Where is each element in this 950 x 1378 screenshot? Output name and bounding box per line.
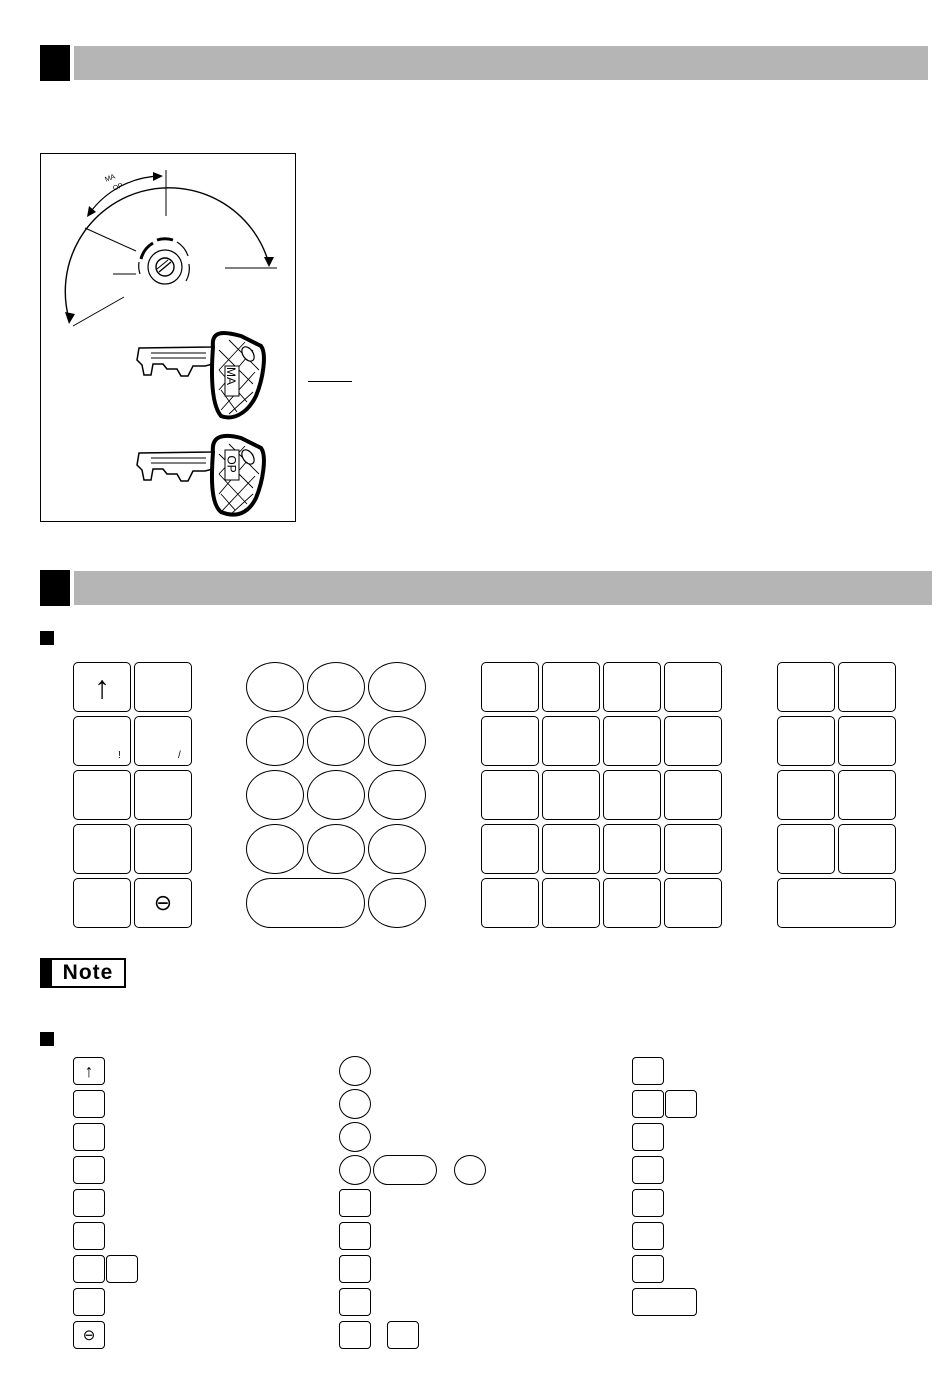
key-l3-c2[interactable]: [134, 770, 192, 820]
function-key[interactable]: [777, 770, 835, 820]
legend-key: [73, 1288, 105, 1316]
numeric-key[interactable]: [307, 770, 365, 820]
minus-icon: ⊖: [153, 890, 173, 915]
numeric-key[interactable]: [368, 824, 426, 874]
minus-key[interactable]: [134, 878, 192, 928]
legend-key: [73, 1156, 105, 1184]
department-key[interactable]: [542, 878, 600, 928]
department-key[interactable]: [481, 878, 539, 928]
numeric-key[interactable]: [368, 716, 426, 766]
legend-minus-key: [73, 1321, 105, 1349]
key-ma-label: MA: [224, 367, 238, 385]
legend-key: [106, 1255, 138, 1283]
legend-round-key: [339, 1089, 371, 1119]
key-sublabel-1: !: [118, 750, 121, 761]
numeric-key[interactable]: [246, 770, 304, 820]
legend-round-key: [339, 1155, 371, 1185]
numeric-key[interactable]: [307, 662, 365, 712]
key-l1-c2[interactable]: [134, 662, 192, 712]
function-key[interactable]: [838, 770, 896, 820]
legend-round-key: [339, 1056, 371, 1086]
mode-switch-diagram: [40, 153, 296, 522]
legend-key: [632, 1156, 664, 1184]
department-key[interactable]: [664, 824, 722, 874]
key-l2-c1[interactable]: [73, 716, 131, 766]
department-key[interactable]: [664, 770, 722, 820]
department-key[interactable]: [542, 716, 600, 766]
key-l3-c1[interactable]: [73, 770, 131, 820]
key-l4-c1[interactable]: [73, 824, 131, 874]
section-1-header-bar: [74, 46, 928, 80]
department-key[interactable]: [603, 770, 661, 820]
legend-key: [339, 1189, 371, 1217]
double-zero-key[interactable]: [246, 878, 365, 928]
legend-key: [73, 1222, 105, 1250]
legend-receipt-feed-key: [73, 1057, 105, 1085]
key-l2-c2[interactable]: [134, 716, 192, 766]
numeric-key[interactable]: [368, 662, 426, 712]
department-key[interactable]: [542, 824, 600, 874]
numeric-key[interactable]: [246, 824, 304, 874]
numeric-key[interactable]: [368, 770, 426, 820]
legend-key: [73, 1090, 105, 1118]
legend-double-zero-key: [373, 1155, 437, 1185]
department-key[interactable]: [481, 770, 539, 820]
department-key[interactable]: [542, 770, 600, 820]
legend-key: [387, 1321, 419, 1349]
note-badge: [40, 958, 126, 988]
legend-key: [632, 1222, 664, 1250]
legend-key: [339, 1321, 371, 1349]
department-key[interactable]: [603, 662, 661, 712]
department-key[interactable]: [481, 716, 539, 766]
department-key[interactable]: [664, 662, 722, 712]
legend-round-key: [339, 1122, 371, 1152]
op-key-icon: [137, 436, 264, 515]
legend-key: [665, 1090, 697, 1118]
numeric-key[interactable]: [307, 824, 365, 874]
arc-label-ma: MA: [104, 173, 117, 184]
up-arrow-icon: ↑: [94, 668, 110, 705]
department-key[interactable]: [603, 878, 661, 928]
department-key[interactable]: [603, 716, 661, 766]
key-op-label: OP: [224, 455, 239, 473]
legend-key: [632, 1189, 664, 1217]
receipt-feed-key[interactable]: [73, 662, 131, 712]
legend-key: [632, 1123, 664, 1151]
key-l4-c2[interactable]: [134, 824, 192, 874]
key-callout-line: [308, 381, 352, 382]
function-key[interactable]: [838, 824, 896, 874]
decimal-key[interactable]: [368, 878, 426, 928]
legend-key: [73, 1255, 105, 1283]
numeric-key[interactable]: [246, 716, 304, 766]
section-2-marker: [40, 570, 70, 606]
function-key[interactable]: [777, 662, 835, 712]
department-key[interactable]: [481, 824, 539, 874]
function-key[interactable]: [777, 716, 835, 766]
department-key[interactable]: [664, 716, 722, 766]
numeric-key[interactable]: [307, 716, 365, 766]
up-arrow-icon: ↑: [84, 1060, 94, 1081]
section-1-marker: [40, 45, 70, 81]
arc-label-op: OP: [112, 182, 125, 193]
note-label: Note: [50, 958, 126, 988]
legend-decimal-key: [454, 1155, 486, 1185]
total-key[interactable]: [777, 878, 896, 928]
department-key[interactable]: [542, 662, 600, 712]
key-l5-c1[interactable]: [73, 878, 131, 928]
legend-key: [339, 1288, 371, 1316]
note-badge-bar: [40, 958, 50, 988]
legend-key: [339, 1255, 371, 1283]
legend-total-key: [632, 1288, 697, 1316]
legend-key: [73, 1189, 105, 1217]
section-2-header-bar: [74, 571, 932, 605]
department-key[interactable]: [603, 824, 661, 874]
minus-icon: ⊖: [82, 1327, 96, 1344]
numeric-key[interactable]: [246, 662, 304, 712]
function-key[interactable]: [838, 662, 896, 712]
department-key[interactable]: [481, 662, 539, 712]
legend-key: [339, 1222, 371, 1250]
key-list-bullet: [40, 1032, 54, 1046]
function-key[interactable]: [838, 716, 896, 766]
function-key[interactable]: [777, 824, 835, 874]
keyboard-layout-bullet: [40, 631, 54, 645]
key-sublabel-2: /: [178, 750, 181, 761]
legend-key: [632, 1090, 664, 1118]
department-key[interactable]: [664, 878, 722, 928]
legend-key: [632, 1255, 664, 1283]
ma-key-icon: [137, 333, 264, 417]
legend-key: [632, 1057, 664, 1085]
mode-switch-illustration: [41, 154, 295, 521]
legend-key: [73, 1123, 105, 1151]
